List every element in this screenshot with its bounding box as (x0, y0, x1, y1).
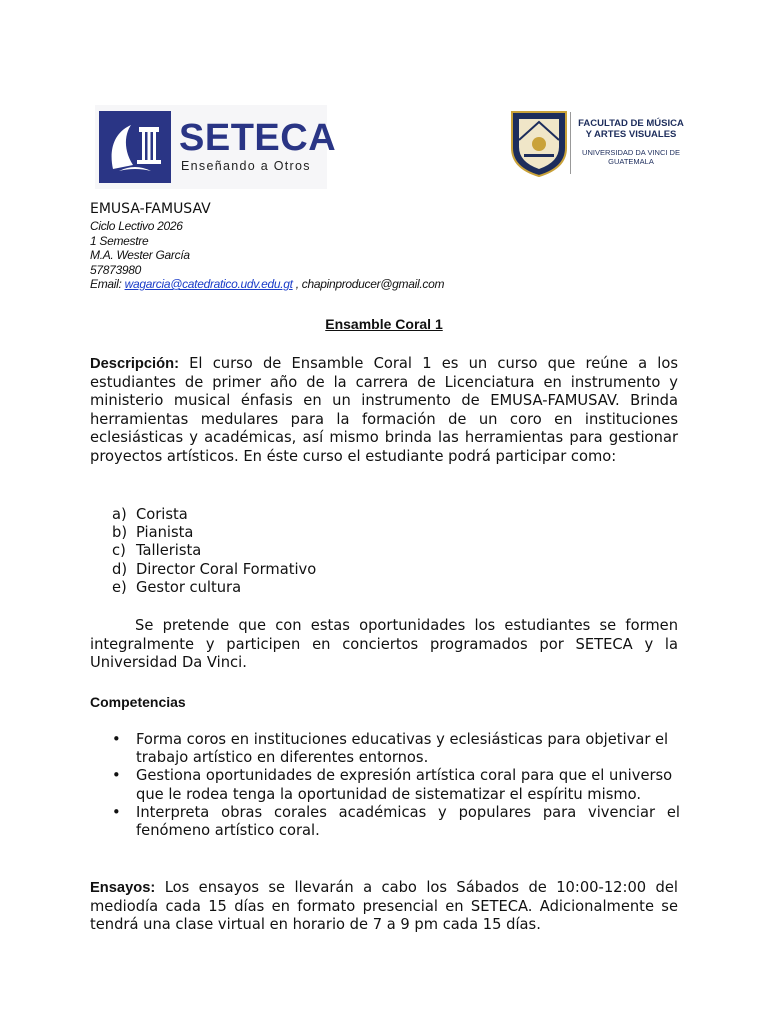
email-secondary: , chapinproducer@gmail.com (292, 277, 445, 291)
faculty-logo (510, 108, 710, 188)
list-item (112, 506, 316, 524)
email-link[interactable]: wagarcia@catedratico.udv.edu.gt (124, 277, 293, 291)
seteca-emblem-icon (99, 111, 171, 183)
university-crest-icon (510, 110, 568, 178)
faculty-title: FACULTAD DE MÚSICA Y ARTES VISUALES (578, 118, 684, 140)
list-marker: e) (112, 578, 127, 596)
semester: 1 Semestre (90, 233, 149, 248)
list-item (112, 561, 316, 579)
list-item (112, 579, 316, 597)
faculty-subtitle: UNIVERSIDAD DA VINCI DE GUATEMALA (582, 148, 680, 166)
cycle: Ciclo Lectivo 2026 (90, 219, 183, 233)
bullet-icon: • (112, 731, 121, 748)
purpose-paragraph: Se pretende que con estas oportunidades los estudiantes se formen integralmente y participen en conciertos programados por SETECA y la Universidad Da Vinci. (90, 617, 678, 672)
list-item-label: Tallerista (136, 542, 202, 560)
rehearsals-paragraph (90, 879, 678, 935)
description-text: El curso de Ensamble Coral 1 es un curso que reúne a los estudiantes de primer año de la carrera de Licenciatura en instrumento y ministerio musical énfasis en un instrumento de EMUSA-FAMUSAV. Brinda herramientas medulares para la formación de un coro en instituciones eclesiásticas y académicas, así mismo brinda las herramientas para gestionar proyectos artísticos. En éste curso el estudiante podrá participar como: (90, 355, 678, 465)
phone-number: 57873980 (90, 262, 141, 277)
competencies-list (112, 731, 680, 840)
list-item-text: Gestiona oportunidades de expresión artística coral para que el universo que le rodea tenga la oportunidad de sistematizar el espíritu mismo. (136, 767, 673, 803)
roles-list (112, 506, 316, 597)
program-name: EMUSA-FAMUSAV (90, 201, 211, 217)
list-item-label: Corista (136, 506, 188, 523)
list-item-label: Director Coral Formativo (136, 560, 317, 578)
bullet-icon: • (112, 803, 121, 821)
list-item (112, 542, 316, 560)
rehearsals-label: Ensayos: (90, 880, 156, 896)
list-item (112, 731, 680, 767)
list-item (112, 767, 680, 803)
logo-divider (570, 112, 571, 174)
list-marker: b) (112, 524, 128, 542)
teacher-name: M.A. Wester García (90, 248, 190, 262)
rehearsals-text: Los ensayos se llevarán a cabo los Sábados de 10:00-12:00 del mediodía cada 15 días en formato presencial en SETECA. Adicionalmente se tendrá una clase virtual en horario de 7 a 9 pm cada 15 días. (90, 879, 678, 934)
list-item-label: Pianista (136, 524, 194, 542)
list-marker: a) (112, 506, 127, 523)
list-item-label: Gestor cultura (136, 578, 242, 596)
list-item-text: Forma coros en instituciones educativas y eclesiásticas para objetivar el trabajo artístico en diferentes entornos. (136, 731, 669, 767)
seteca-name: SETECA (179, 117, 337, 159)
description-label: Descripción: (90, 356, 179, 372)
list-item (112, 804, 680, 840)
email-line (90, 277, 444, 292)
course-metadata (90, 200, 444, 292)
competencies-heading: Competencias (90, 694, 186, 710)
bullet-icon: • (112, 767, 121, 785)
list-marker: d) (112, 560, 128, 578)
list-item-text: Interpreta obras corales académicas y populares para vivenciar el fenómeno artístico coral. (136, 803, 680, 840)
email-label: Email: (90, 277, 125, 291)
course-title: Ensamble Coral 1 (325, 316, 443, 332)
seteca-logo (95, 105, 337, 189)
list-item (112, 524, 316, 542)
list-marker: c) (112, 542, 126, 560)
description-paragraph (90, 355, 678, 467)
seteca-slogan: Enseñando a Otros (181, 159, 311, 173)
